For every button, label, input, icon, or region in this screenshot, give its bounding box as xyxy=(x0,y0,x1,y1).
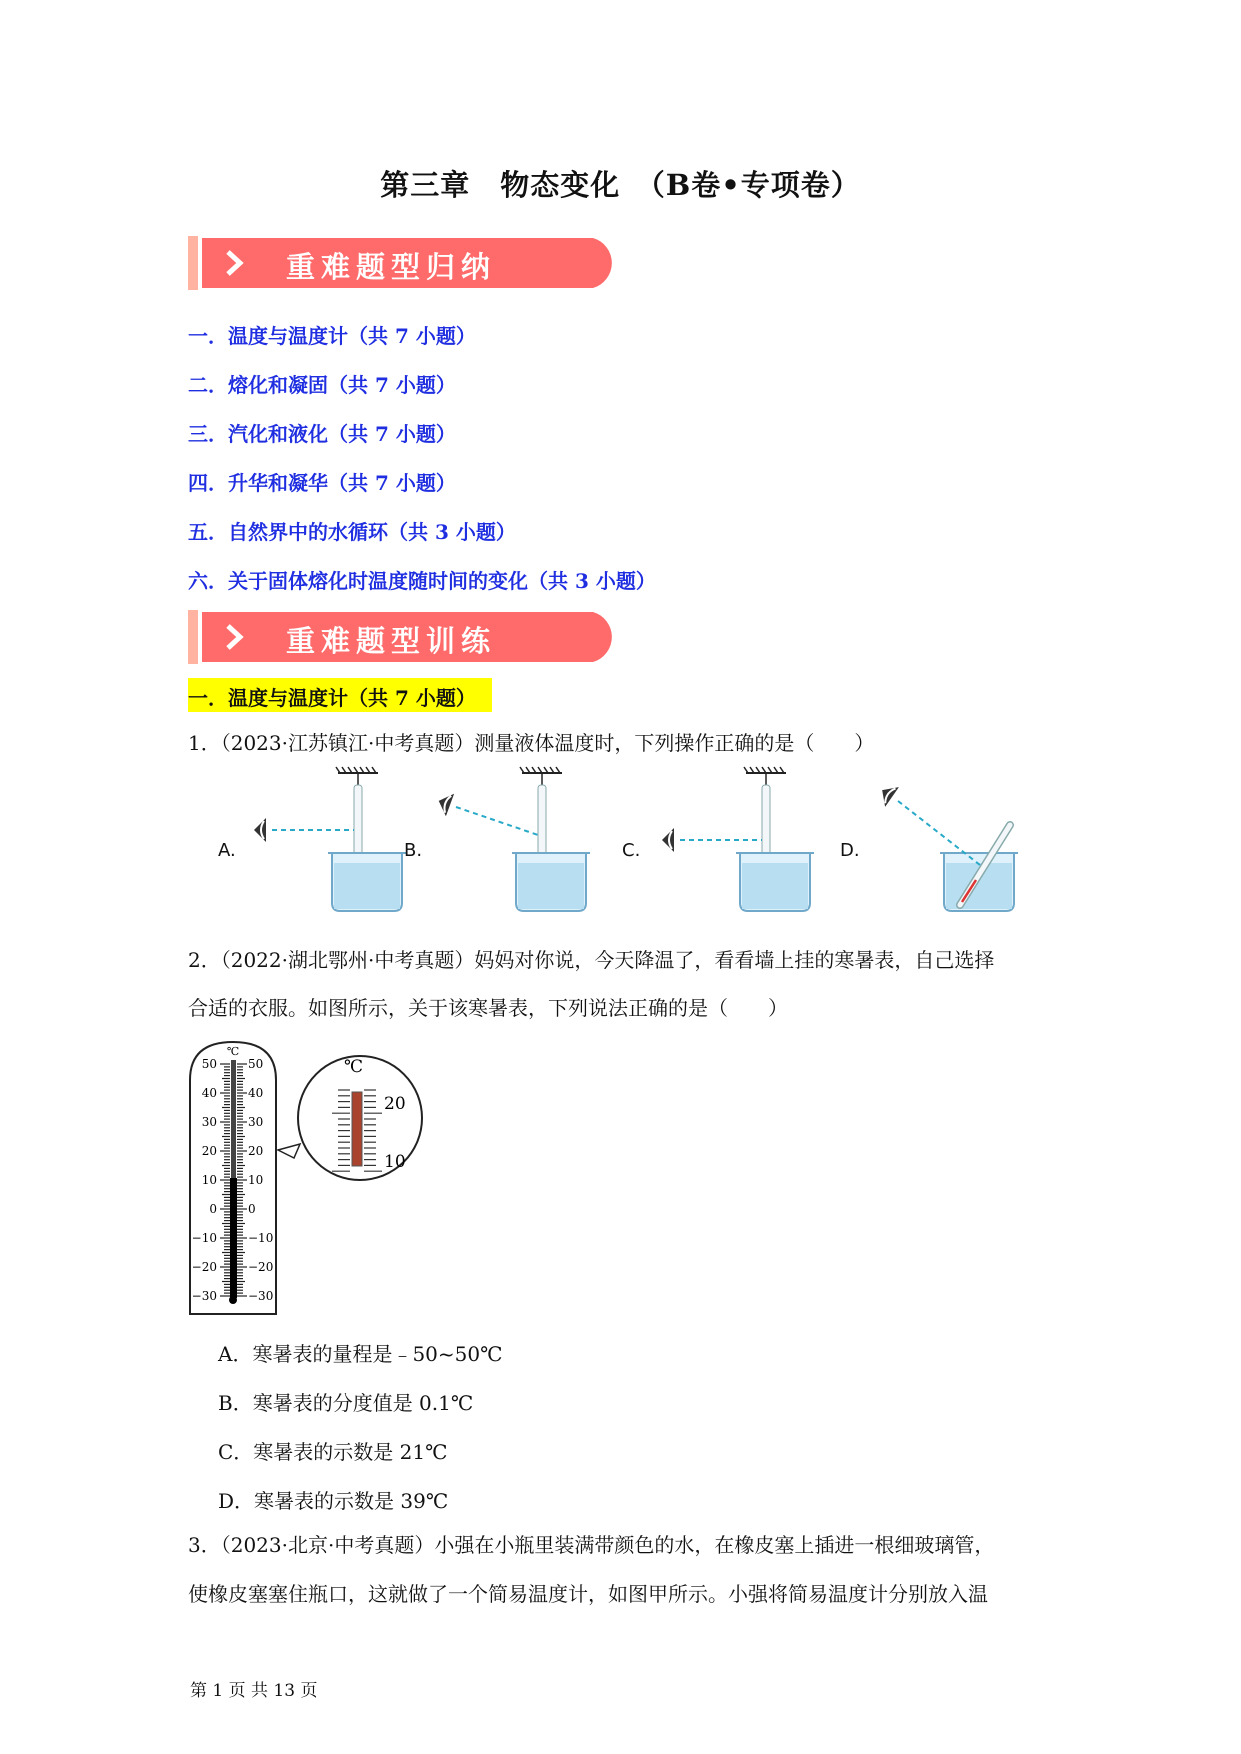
scale-label: −20 xyxy=(248,1260,274,1274)
question-3-line2: 使橡皮塞塞住瓶口，这就做了一个简易温度计，如图甲所示。小强将简易温度计分别放入温 xyxy=(188,1582,988,1606)
option-a-diagram[interactable] xyxy=(254,767,406,911)
scale-label: 30 xyxy=(201,1115,217,1129)
training-banner xyxy=(188,610,624,664)
question-3-line1: 3．（2023·北京·中考真题）小强在小瓶里装满带颜色的水，在橡皮塞上插进一根细玻璃管， xyxy=(188,1533,995,1557)
scale-label: 10 xyxy=(201,1173,217,1187)
scale-label: −10 xyxy=(248,1231,274,1245)
scale-label: 50 xyxy=(248,1057,264,1071)
option-d-label[interactable]: D. xyxy=(840,840,860,861)
option-b-diagram[interactable] xyxy=(435,767,590,911)
scale-label: 20 xyxy=(248,1144,264,1158)
zoom-label-20: 20 xyxy=(384,1094,406,1114)
scale-label: −30 xyxy=(191,1289,217,1303)
question-2-line2: 合适的衣服。如图所示，关于该寒暑表，下列说法正确的是（ ） xyxy=(188,996,788,1020)
scale-label: −10 xyxy=(191,1231,217,1245)
question-2-option-d[interactable]: D．寒暑表的示数是 39℃ xyxy=(218,1489,449,1513)
scale-label: 40 xyxy=(201,1086,217,1100)
scale-label: 30 xyxy=(248,1115,264,1129)
option-c-diagram[interactable] xyxy=(662,767,814,911)
toc-item-3[interactable]: 三．汽化和液化（共 7 小题） xyxy=(188,422,456,446)
page-title: 第三章 物态变化 （B卷•专项卷） xyxy=(380,168,861,202)
option-a-label[interactable]: A. xyxy=(218,840,236,861)
toc-item-2[interactable]: 二．熔化和凝固（共 7 小题） xyxy=(188,373,456,397)
scale-label: 0 xyxy=(248,1202,256,1216)
scale-unit: ℃ xyxy=(226,1045,240,1058)
banner-label: 重难题型训练 xyxy=(286,624,497,658)
banner-label: 重难题型归纳 xyxy=(286,250,497,284)
option-b-label[interactable]: B. xyxy=(404,840,423,861)
page-footer: 第 1 页 共 13 页 xyxy=(190,1681,318,1701)
question-2-option-c[interactable]: C．寒暑表的示数是 21℃ xyxy=(218,1440,448,1464)
scale-label: 0 xyxy=(209,1202,217,1216)
option-c-label[interactable]: C. xyxy=(622,840,641,861)
toc-item-6[interactable]: 六．关于固体熔化时温度随时间的变化（共 3 小题） xyxy=(188,569,656,593)
question-2-option-b[interactable]: B．寒暑表的分度值是 0.1℃ xyxy=(218,1391,474,1415)
scale-label: 50 xyxy=(201,1057,217,1071)
option-d-diagram[interactable] xyxy=(875,780,1018,911)
toc-item-5[interactable]: 五．自然界中的水循环（共 3 小题） xyxy=(188,520,516,544)
section-title: 一．温度与温度计（共 7 小题） xyxy=(188,686,476,710)
wall-thermometer-figure xyxy=(188,1040,448,1316)
zoom-unit: ℃ xyxy=(344,1057,364,1077)
scale-label: 40 xyxy=(248,1086,264,1100)
question-2-line1: 2．（2022·湖北鄂州·中考真题）妈妈对你说，今天降温了，看看墙上挂的寒暑表，自己选择 xyxy=(188,948,995,972)
toc-item-4[interactable]: 四．升华和凝华（共 7 小题） xyxy=(188,471,456,495)
toc-item-1[interactable]: 一．温度与温度计（共 7 小题） xyxy=(188,324,476,348)
scale-label: −30 xyxy=(248,1289,274,1303)
scale-label: 10 xyxy=(248,1173,264,1187)
summary-banner xyxy=(188,236,624,290)
scale-label: −20 xyxy=(191,1260,217,1274)
scale-label: 20 xyxy=(201,1144,217,1158)
question-2-option-a[interactable]: A．寒暑表的量程是﹣50~50℃ xyxy=(218,1342,503,1366)
zoom-label-10: 10 xyxy=(384,1152,406,1172)
question-1-text: 1．（2023·江苏镇江·中考真题）测量液体温度时，下列操作正确的是（ ） xyxy=(188,731,875,755)
